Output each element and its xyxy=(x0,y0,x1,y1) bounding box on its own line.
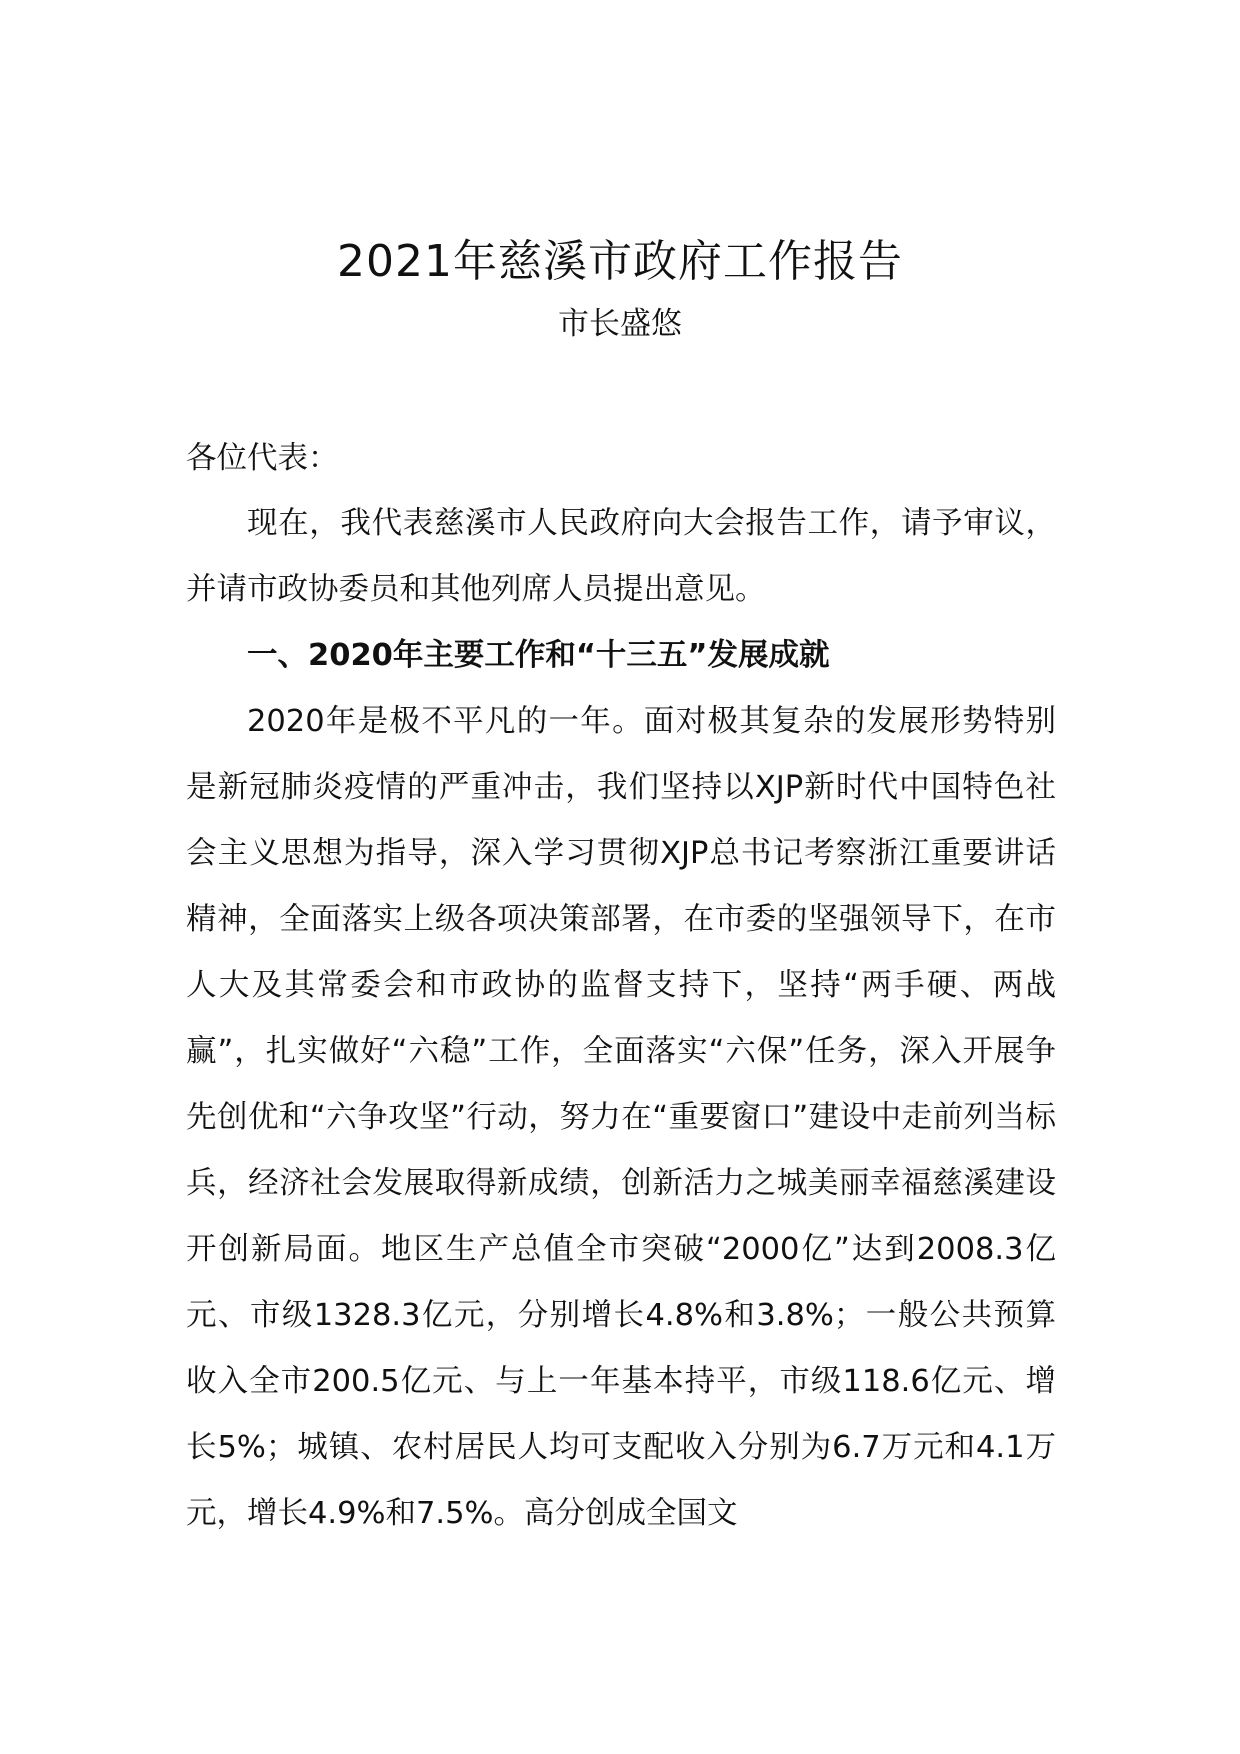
opening-paragraph: 现在，我代表慈溪市人民政府向大会报告工作，请予审议，并请市政协委员和其他列席人员提出意见。 xyxy=(186,506,1056,607)
salutation: 各位代表： xyxy=(186,441,339,476)
document-subtitle: 市长盛悠 xyxy=(558,306,682,342)
document-title: 2021年慈溪市政府工作报告 xyxy=(337,236,903,287)
section-paragraph: 2020年是极不平凡的一年。面对极其复杂的发展形势特别是新冠肺炎疫情的严重冲击，我们坚持以XJP新时代中国特色社会主义思想为指导，深入学习贯彻XJP总书记考察浙江重要讲话精神，全面落实上级各项决策部署，在市委的坚强领导下，在市人大及其常委会和市政协的监督支持下，坚持“两手硬、两战赢”，扎实做好“六稳”工作，全面落实“六保”任务，深入开展争先创优和“六争攻坚”行动，努力在“重要窗口”建设中走前列当标兵，经济社会发展取得新成绩，创新活力之城美丽幸福慈溪建设开创新局面。地区生产总值全市突破“2000亿”达到2008.3亿元、市级1328.3亿元，分别增长4.8%和3.8%；一般公共预算收入全市200.5亿元、与上一年基本持平，市级118.6亿元、增长5%；城镇、农村居民人均可支配收入分别为6.7万元和4.1万元，增长4.9%和7.5%。高分创成全国文 xyxy=(186,704,1056,1531)
section-heading: 一、2020年主要工作和“十三五”发展成就 xyxy=(247,638,830,673)
